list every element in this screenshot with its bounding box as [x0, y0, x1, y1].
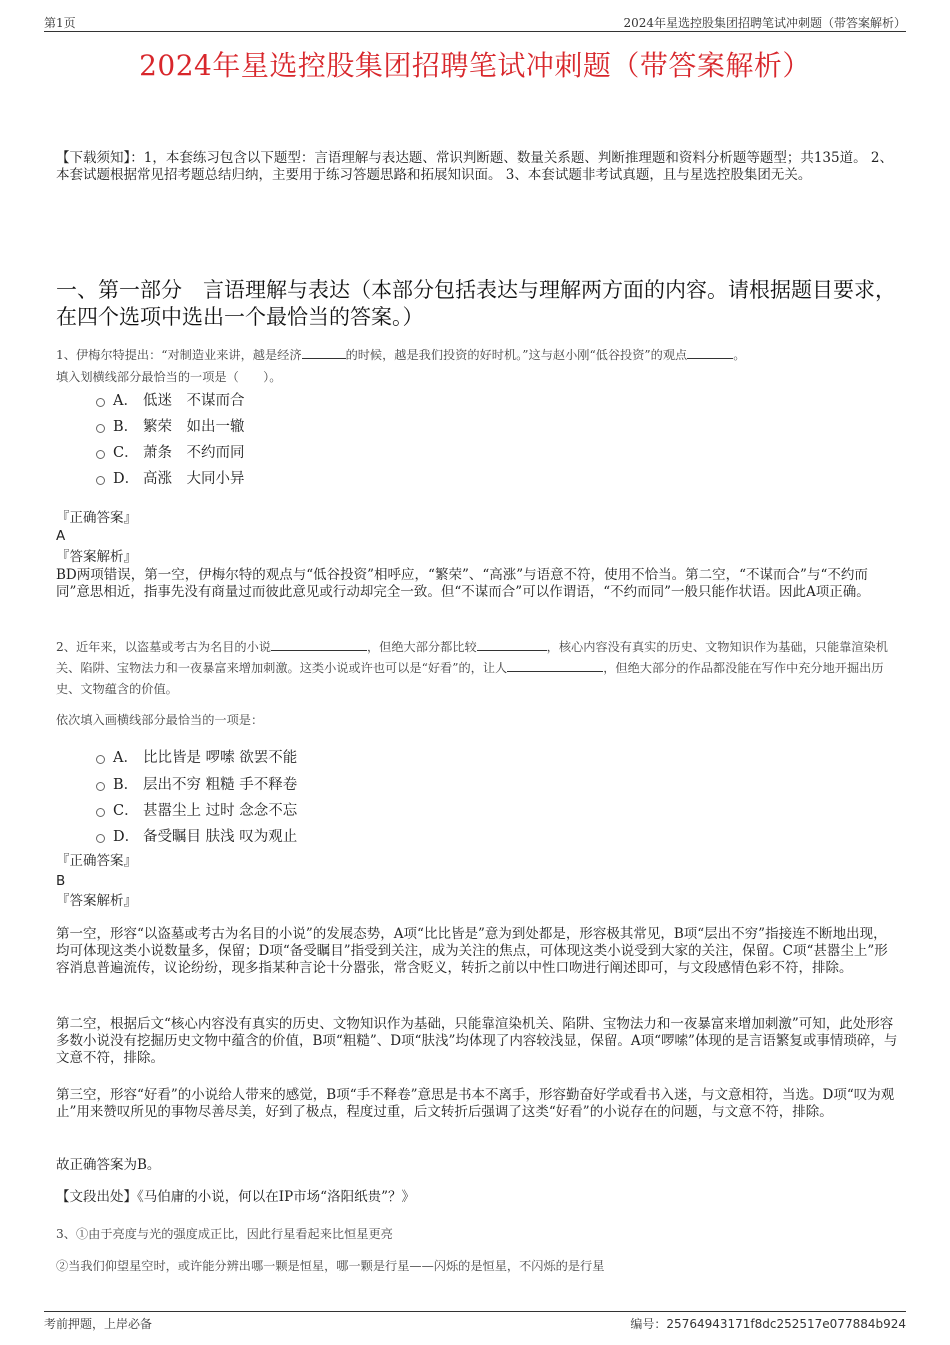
q1-answer-label: 『正确答案』	[56, 510, 137, 526]
radio-icon[interactable]	[96, 755, 105, 764]
q2-answer-label: 『正确答案』	[56, 853, 137, 869]
q2-blank-2	[477, 650, 547, 651]
q1-blank-2	[687, 358, 733, 359]
q1-stem-part-b: 的时候，越是我们投资的好时机。”这与赵小刚“低谷投资”的观点	[345, 348, 688, 362]
footer-slogan: 考前押题，上岸必备	[44, 1317, 153, 1331]
radio-icon[interactable]	[96, 424, 105, 433]
header-doc-title: 2024年星选控股集团招聘笔试冲刺题（带答案解析）	[623, 16, 906, 30]
q1-blank-1	[302, 358, 346, 359]
q2-analysis-para-1: 第一空，形容“以盗墓或考古为名目的小说”的发展态势，A项“比比皆是”意为到处都是，形容极其常见，B项“层出不穷”指接连不断地出现，均可体现这类小说数量多，保留；D项“备受瞩目”指受到关注，成为关注的焦点，可体现这类小说受到大家的关注，保留。C项“甚嚣尘上”形容消息普遍流传，议论纷纷，现多指某种言论十分嚣张，常含贬义，转折之前以中性口吻进行阐述即可，与文段感情色彩不符，排除。	[56, 926, 888, 976]
radio-icon[interactable]	[96, 808, 105, 817]
question-3-line-2: ②当我们仰望星空时，或许能分辨出哪一颗是恒星，哪一颗是行星——闪烁的是恒星，不闪烁的是行星	[56, 1259, 605, 1273]
q1-analysis-label: 『答案解析』	[56, 549, 137, 565]
radio-icon[interactable]	[96, 834, 105, 843]
radio-icon[interactable]	[96, 450, 105, 459]
header-page-label: 第1页	[44, 16, 76, 30]
footer-divider	[44, 1311, 906, 1312]
question-2-stem: 2、近年来，以盗墓或考古为名目的小说 ，但绝大部分都比较 ，核心内容没有真实的历史、文物知识作为基础，只能靠渲染机关、陷阱、宝物法力和一夜暴富来增加刺激。这类小说或许也可以是“好看”的，让人 ，但绝大部分的作品都没能在写作中充分地开掘出历史、文物蕴含的价值。	[56, 640, 888, 696]
question-2-instruction: 依次填入画横线部分最恰当的一项是：	[56, 713, 264, 727]
footer-code-value: 25764943171f8dc252517e077884b924	[666, 1317, 906, 1331]
q2-conclusion: 故正确答案为B。	[56, 1157, 161, 1173]
q2-source: 【文段出处】《马伯庸的小说，何以在IP市场“洛阳纸贵”？》	[56, 1189, 415, 1205]
q2-option-a[interactable]: A． 比比皆是 啰嗦 欲罢不能	[96, 745, 297, 767]
header-divider	[44, 31, 906, 32]
download-notice: 【下载须知】：1，本套练习包含以下题型：言语理解与表达题、常识判断题、数量关系题、判断推理题和资料分析题等题型；共135道。 2、本套试题根据常见招考题总结归纳，主要用于练习答题思路和拓展知识面。 3、本套试题非考试真题，且与星选控股集团无关。	[56, 150, 893, 183]
page-title: 2024年星选控股集团招聘笔试冲刺题（带答案解析）	[139, 49, 811, 82]
q2-blank-1	[271, 650, 367, 651]
q1-answer: A	[56, 528, 66, 544]
q2-blank-3	[507, 671, 603, 672]
section-heading: 一、第一部分 言语理解与表达（本部分包括表达与理解两方面的内容。请根据题目要求，在四个选项中选出一个最恰当的答案。）	[56, 278, 896, 329]
q1-option-d[interactable]: D． 高涨 大同小异	[96, 466, 245, 488]
q1-analysis: BD两项错误，第一空，伊梅尔特的观点与“低谷投资”相呼应，“繁荣”、“高涨”与语意不符，使用不恰当。第二空，“不谋而合”与“不约而同”意思相近，指事先没有商量过而彼此意见或行动却完全一致。但“不谋而合”可以作谓语，“不约而同”一般只能作状语。因此A项正确。	[56, 567, 870, 600]
q2-answer: B	[56, 873, 66, 889]
q1-option-c[interactable]: C． 萧条 不约而同	[96, 440, 245, 462]
question-1-stem	[56, 345, 898, 365]
radio-icon[interactable]	[96, 398, 105, 407]
question-3-line-1: 3、①由于亮度与光的强度成正比，因此行星看起来比恒星更亮	[56, 1227, 393, 1241]
q2-option-b[interactable]: B． 层出不穷 粗糙 手不释卷	[96, 772, 297, 794]
footer-code-label: 编号：	[630, 1317, 667, 1331]
q1-stem-part-a: 1、伊梅尔特提出：“对制造业来讲，越是经济	[56, 348, 302, 362]
q1-option-b[interactable]: B． 繁荣 如出一辙	[96, 414, 245, 436]
q2-option-d[interactable]: D． 备受瞩目 肤浅 叹为观止	[96, 824, 297, 846]
radio-icon[interactable]	[96, 476, 105, 485]
q1-option-a[interactable]: A． 低迷 不谋而合	[96, 388, 245, 410]
q2-analysis-para-2: 第二空，根据后文“核心内容没有真实的历史、文物知识作为基础，只能靠渲染机关、陷阱、宝物法力和一夜暴富来增加刺激”可知，此处形容多数小说没有挖掘历史文物中蕴含的价值，B项“粗糙”、D项“肤浅”均体现了内容较浅显，保留。A项“啰嗦”体现的是言语繁复或事情琐碎，与文意不符，排除。	[56, 1016, 898, 1066]
q2-analysis-para-3: 第三空，形容“好看”的小说给人带来的感觉，B项“手不释卷”意思是书本不离手，形容勤奋好学或看书入迷，与文意相符，当选。D项“叹为观止”用来赞叹所见的事物尽善尽美，好到了极点，程度过重，后文转折后强调了这类“好看”的小说存在的问题，与文意不符，排除。	[56, 1087, 895, 1120]
q2-analysis-label: 『答案解析』	[56, 893, 137, 909]
footer-doc-code	[630, 1315, 906, 1332]
question-1-instruction: 填入划横线部分最恰当的一项是（ ）。	[56, 370, 282, 384]
q2-option-c[interactable]: C． 甚嚣尘上 过时 念念不忘	[96, 798, 297, 820]
radio-icon[interactable]	[96, 782, 105, 791]
q1-stem-part-c: 。	[733, 348, 746, 362]
